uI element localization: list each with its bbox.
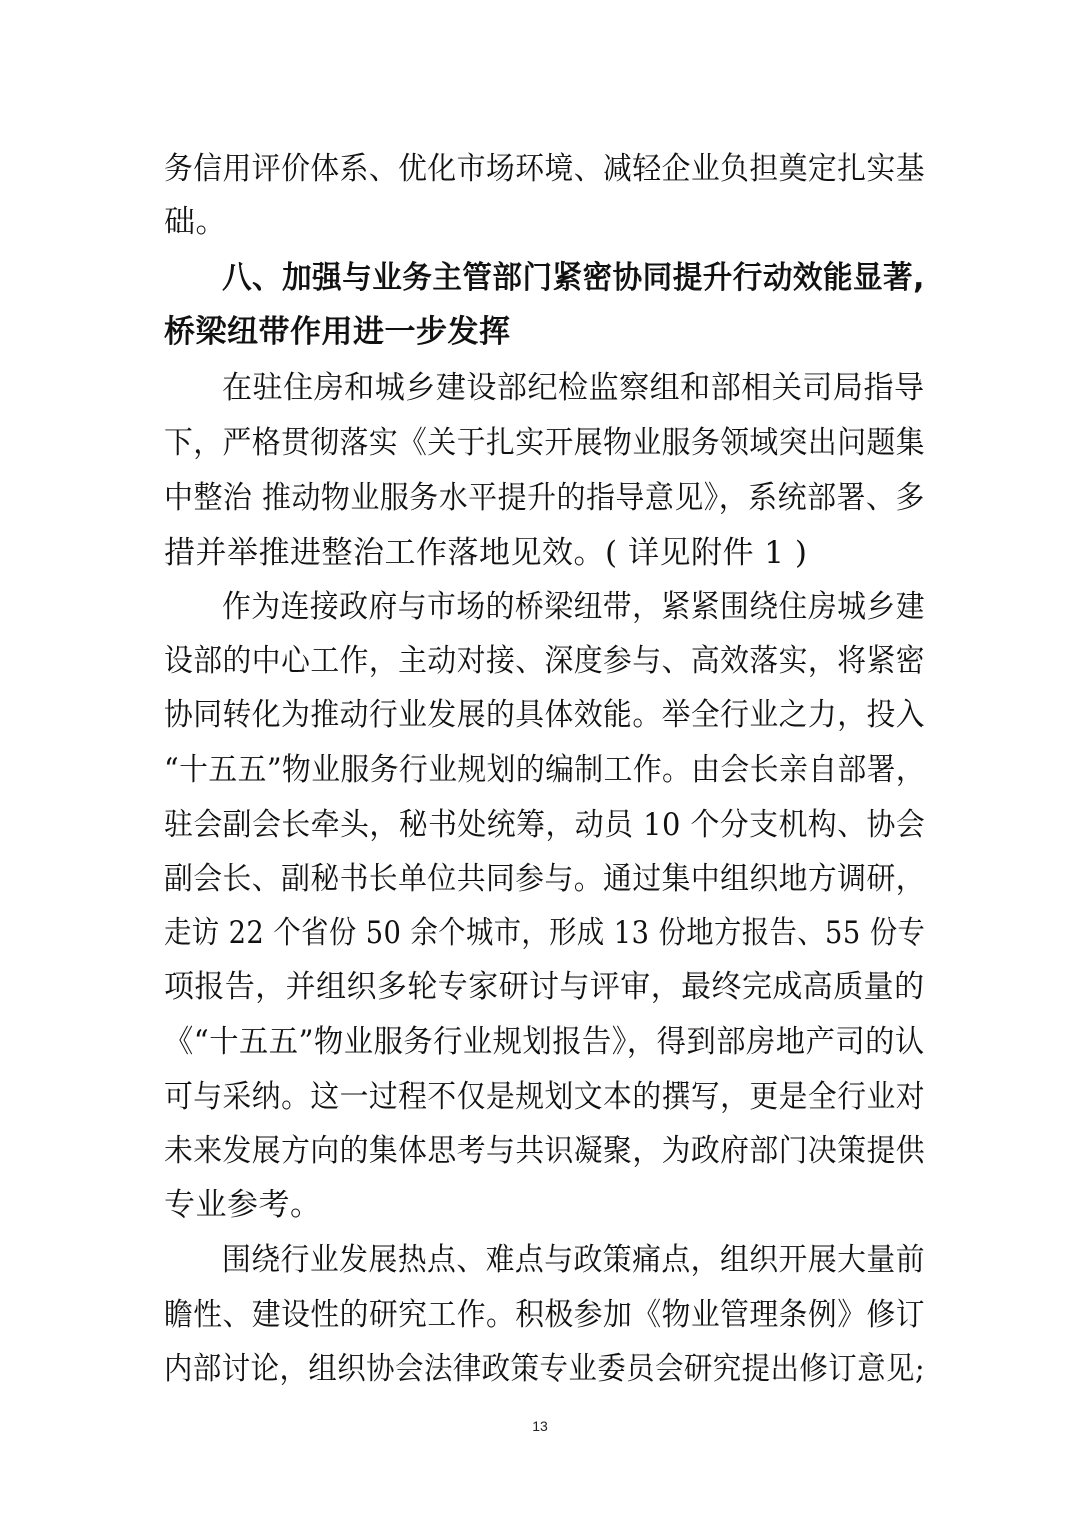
text-line-16: 项报告，并组织多轮专家研讨与评审，最终完成高质量的 [164,969,925,1005]
text-line-12: “十五五”物业服务行业规划的编制工作。由会长亲自部署， [164,752,926,788]
text-line-9: 作为连接政府与市场的桥梁纽带，紧紧围绕住房城乡建 [222,589,926,625]
text-line-5: 在驻住房和城乡建设部纪检监察组和部相关司局指导 [222,370,925,406]
text-line-23: 内部讨论，组织协会法律政策专业委员会研究提出修订意见; [164,1351,925,1387]
text-line-10: 设部的中心工作，主动对接、深度参与、高效落实，将紧密 [164,643,926,679]
page-number: 13 [532,1418,548,1434]
text-line-1: 务信用评价体系、优化市场环境、减轻企业负担奠定扎实基 [164,151,926,187]
section-heading-line-2: 桥梁纽带作用进一步发挥 [164,314,511,350]
text-line-17: 《“十五五”物业服务行业规划报告》，得到部房地产司的认 [164,1024,925,1060]
text-line-2: 础。 [164,204,227,240]
text-line-21: 围绕行业发展热点、难点与政策痛点，组织开展大量前 [222,1242,926,1278]
text-line-13: 驻会副会长牵头，秘书处统筹，动员 10 个分支机构、协会 [164,807,926,843]
text-line-14: 副会长、副秘书长单位共同参与。通过集中组织地方调研， [164,861,926,897]
section-heading-line-1: 八、加强与业务主管部门紧密协同提升行动效能显著, [222,260,925,296]
text-line-20: 专业参考。 [164,1187,322,1223]
text-line-15: 走访 22 个省份 50 余个城市，形成 13 份地方报告、55 份专 [164,915,926,951]
text-line-19: 未来发展方向的集体思考与共识凝聚，为政府部门决策提供 [164,1133,926,1169]
text-line-8: 措并举推进整治工作落地见效。( 详见附件 1 ) [164,535,808,571]
text-line-18: 可与采纳。这一过程不仅是规划文本的撰写，更是全行业对 [164,1079,926,1115]
text-line-22: 瞻性、建设性的研究工作。积极参加《物业管理条例》修订 [164,1297,926,1333]
text-line-6: 下，严格贯彻落实《关于扎实开展物业服务领域突出问题集 [164,425,926,461]
text-line-7: 中整治 推动物业服务水平提升的指导意见》，系统部署、多 [164,480,925,516]
text-line-11: 协同转化为推动行业发展的具体效能。举全行业之力，投入 [164,697,926,733]
